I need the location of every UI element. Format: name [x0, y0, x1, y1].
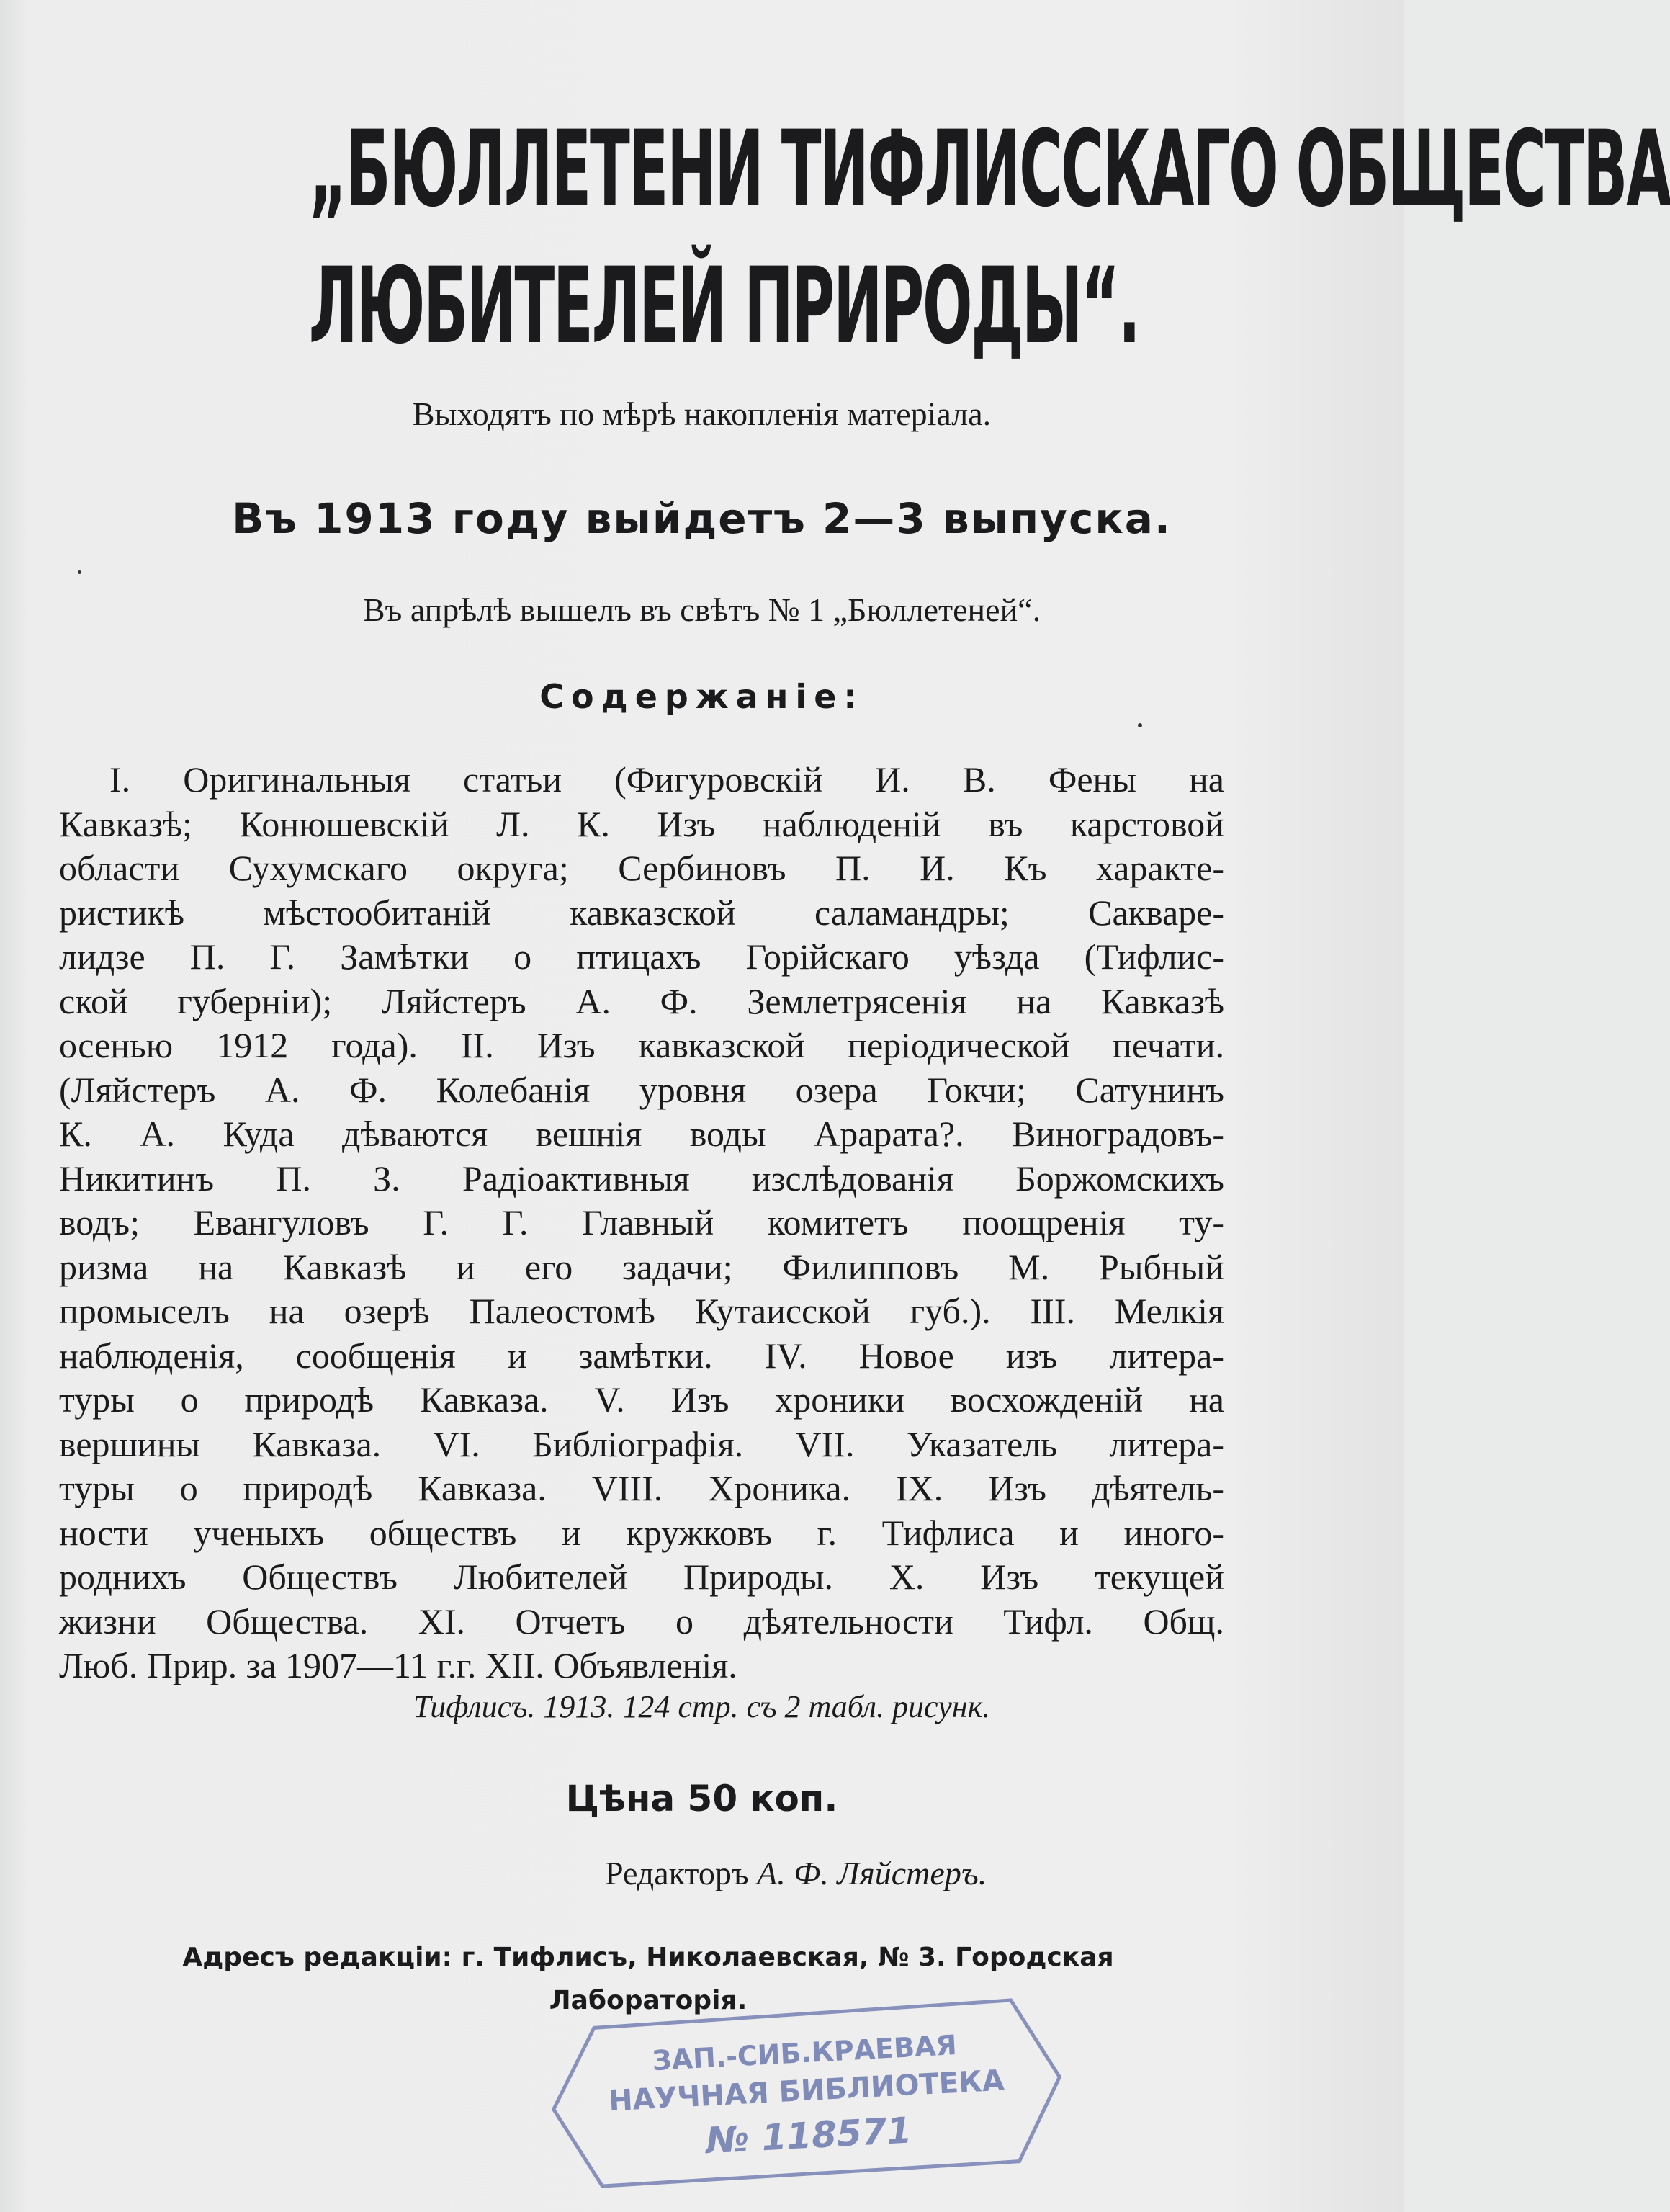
contents-line: I. Оригинальныя статьи (Фигуровскій И. В. Фены на — [109, 759, 1224, 800]
contents-line: вершины Кавказа. VI. Библіографія. VII. Указатель литера- — [59, 1423, 1224, 1464]
publication-frequency: Выходятъ по мѣрѣ накопленія матеріала. — [412, 395, 992, 432]
address-line-2: Лабораторія. — [549, 1986, 748, 2015]
contents-line: Люб. Прир. за 1907—11 г.г. XII. Объявленія. — [59, 1645, 737, 1685]
issues-1913: Въ 1913 году выйдетъ 2—3 выпуска. — [232, 494, 1172, 543]
contents-line: К. А. Куда дѣваются вешнія воды Арарата?. Виноградовъ- — [59, 1114, 1224, 1154]
contents-heading: Содержаніе: — [539, 677, 864, 716]
title-line-1: „БЮЛЛЕТЕНИ ТИФЛИССКАГО ОБЩЕСТВА — [308, 108, 1670, 230]
contents-paragraph — [59, 758, 1224, 1688]
contents-line: (Ляйстеръ А. Ф. Колебанія уровня озера Гокчи; Сатунинъ — [59, 1069, 1224, 1110]
ink-speck — [78, 570, 81, 574]
contents-line: Кавказѣ; Конюшевскій Л. К. Изъ наблюденій въ карстовой — [59, 803, 1224, 844]
price: Цѣна 50 коп. — [565, 1778, 838, 1819]
contents-line: ности ученыхъ обществъ и кружковъ г. Тифлиса и иного- — [59, 1512, 1224, 1553]
imprint: Тифлисъ. 1913. 124 стр. съ 2 табл. рисунк. — [413, 1689, 991, 1724]
editor-name: А. Ф. Ляйстеръ. — [757, 1855, 987, 1891]
title-line-2: ЛЮБИТЕЛЕЙ ПРИРОДЫ“. — [308, 245, 1139, 367]
ink-speck — [1138, 723, 1142, 727]
contents-line: ской губерніи); Ляйстеръ А. Ф. Землетрясенія на Кавказѣ — [59, 980, 1224, 1021]
address-line-1: Адресъ редакціи: г. Тифлисъ, Николаевская, № 3. Городская — [182, 1943, 1114, 1972]
contents-line: туры о природѣ Кавказа. V. Изъ хроники восхожденій на — [59, 1379, 1224, 1420]
editor-credit — [605, 1854, 987, 1892]
stamp-line-2: НАУЧНАЯ БИБЛИОТЕКА — [607, 2064, 1005, 2118]
contents-line: Никитинъ П. З. Радіоактивныя изслѣдованія Боржомскихъ — [59, 1158, 1224, 1199]
contents-line: наблюденія, сообщенія и замѣтки. IV. Новое изъ литера- — [59, 1335, 1224, 1376]
contents-line: ристикѣ мѣстообитаній кавказской саламандры; Сакваре- — [59, 892, 1224, 933]
contents-line: осенью 1912 года). II. Изъ кавказской періодической печати. — [59, 1025, 1224, 1065]
contents-line: ризма на Кавказѣ и его задачи; Филипповъ М. Рыбный — [59, 1246, 1224, 1287]
contents-line: роднихъ Обществъ Любителей Природы. X. Изъ текущей — [59, 1557, 1224, 1597]
library-stamp — [543, 1989, 1070, 2195]
contents-line: водъ; Евангуловъ Г. Г. Главный комитетъ поощренія ту- — [59, 1202, 1224, 1242]
contents-line: жизни Общества. XI. Отчетъ о дѣятельности Тифл. Общ. — [59, 1600, 1224, 1642]
contents-line: туры о природѣ Кавказа. VIII. Хроника. IX. Изъ дѣятель- — [59, 1468, 1224, 1508]
stamp-line-1: ЗАП.-СИБ.КРАЕВАЯ — [651, 2029, 958, 2077]
contents-line: области Сухумскаго округа; Сербиновъ П. И. Къ характе- — [59, 848, 1224, 888]
contents-line: лидзе П. Г. Замѣтки о птицахъ Горійскаго уѣзда (Тифлис- — [59, 936, 1224, 977]
contents-line: промыселъ на озерѣ Палеостомѣ Кутаисской губ.). III. Мелкія — [59, 1291, 1224, 1331]
release-notice: Въ апрѣлѣ вышелъ въ свѣтъ № 1 „Бюллетеней“. — [362, 591, 1041, 628]
editor-label: Редакторъ — [605, 1855, 749, 1891]
stamp-line-3: № 118571 — [704, 2109, 913, 2162]
